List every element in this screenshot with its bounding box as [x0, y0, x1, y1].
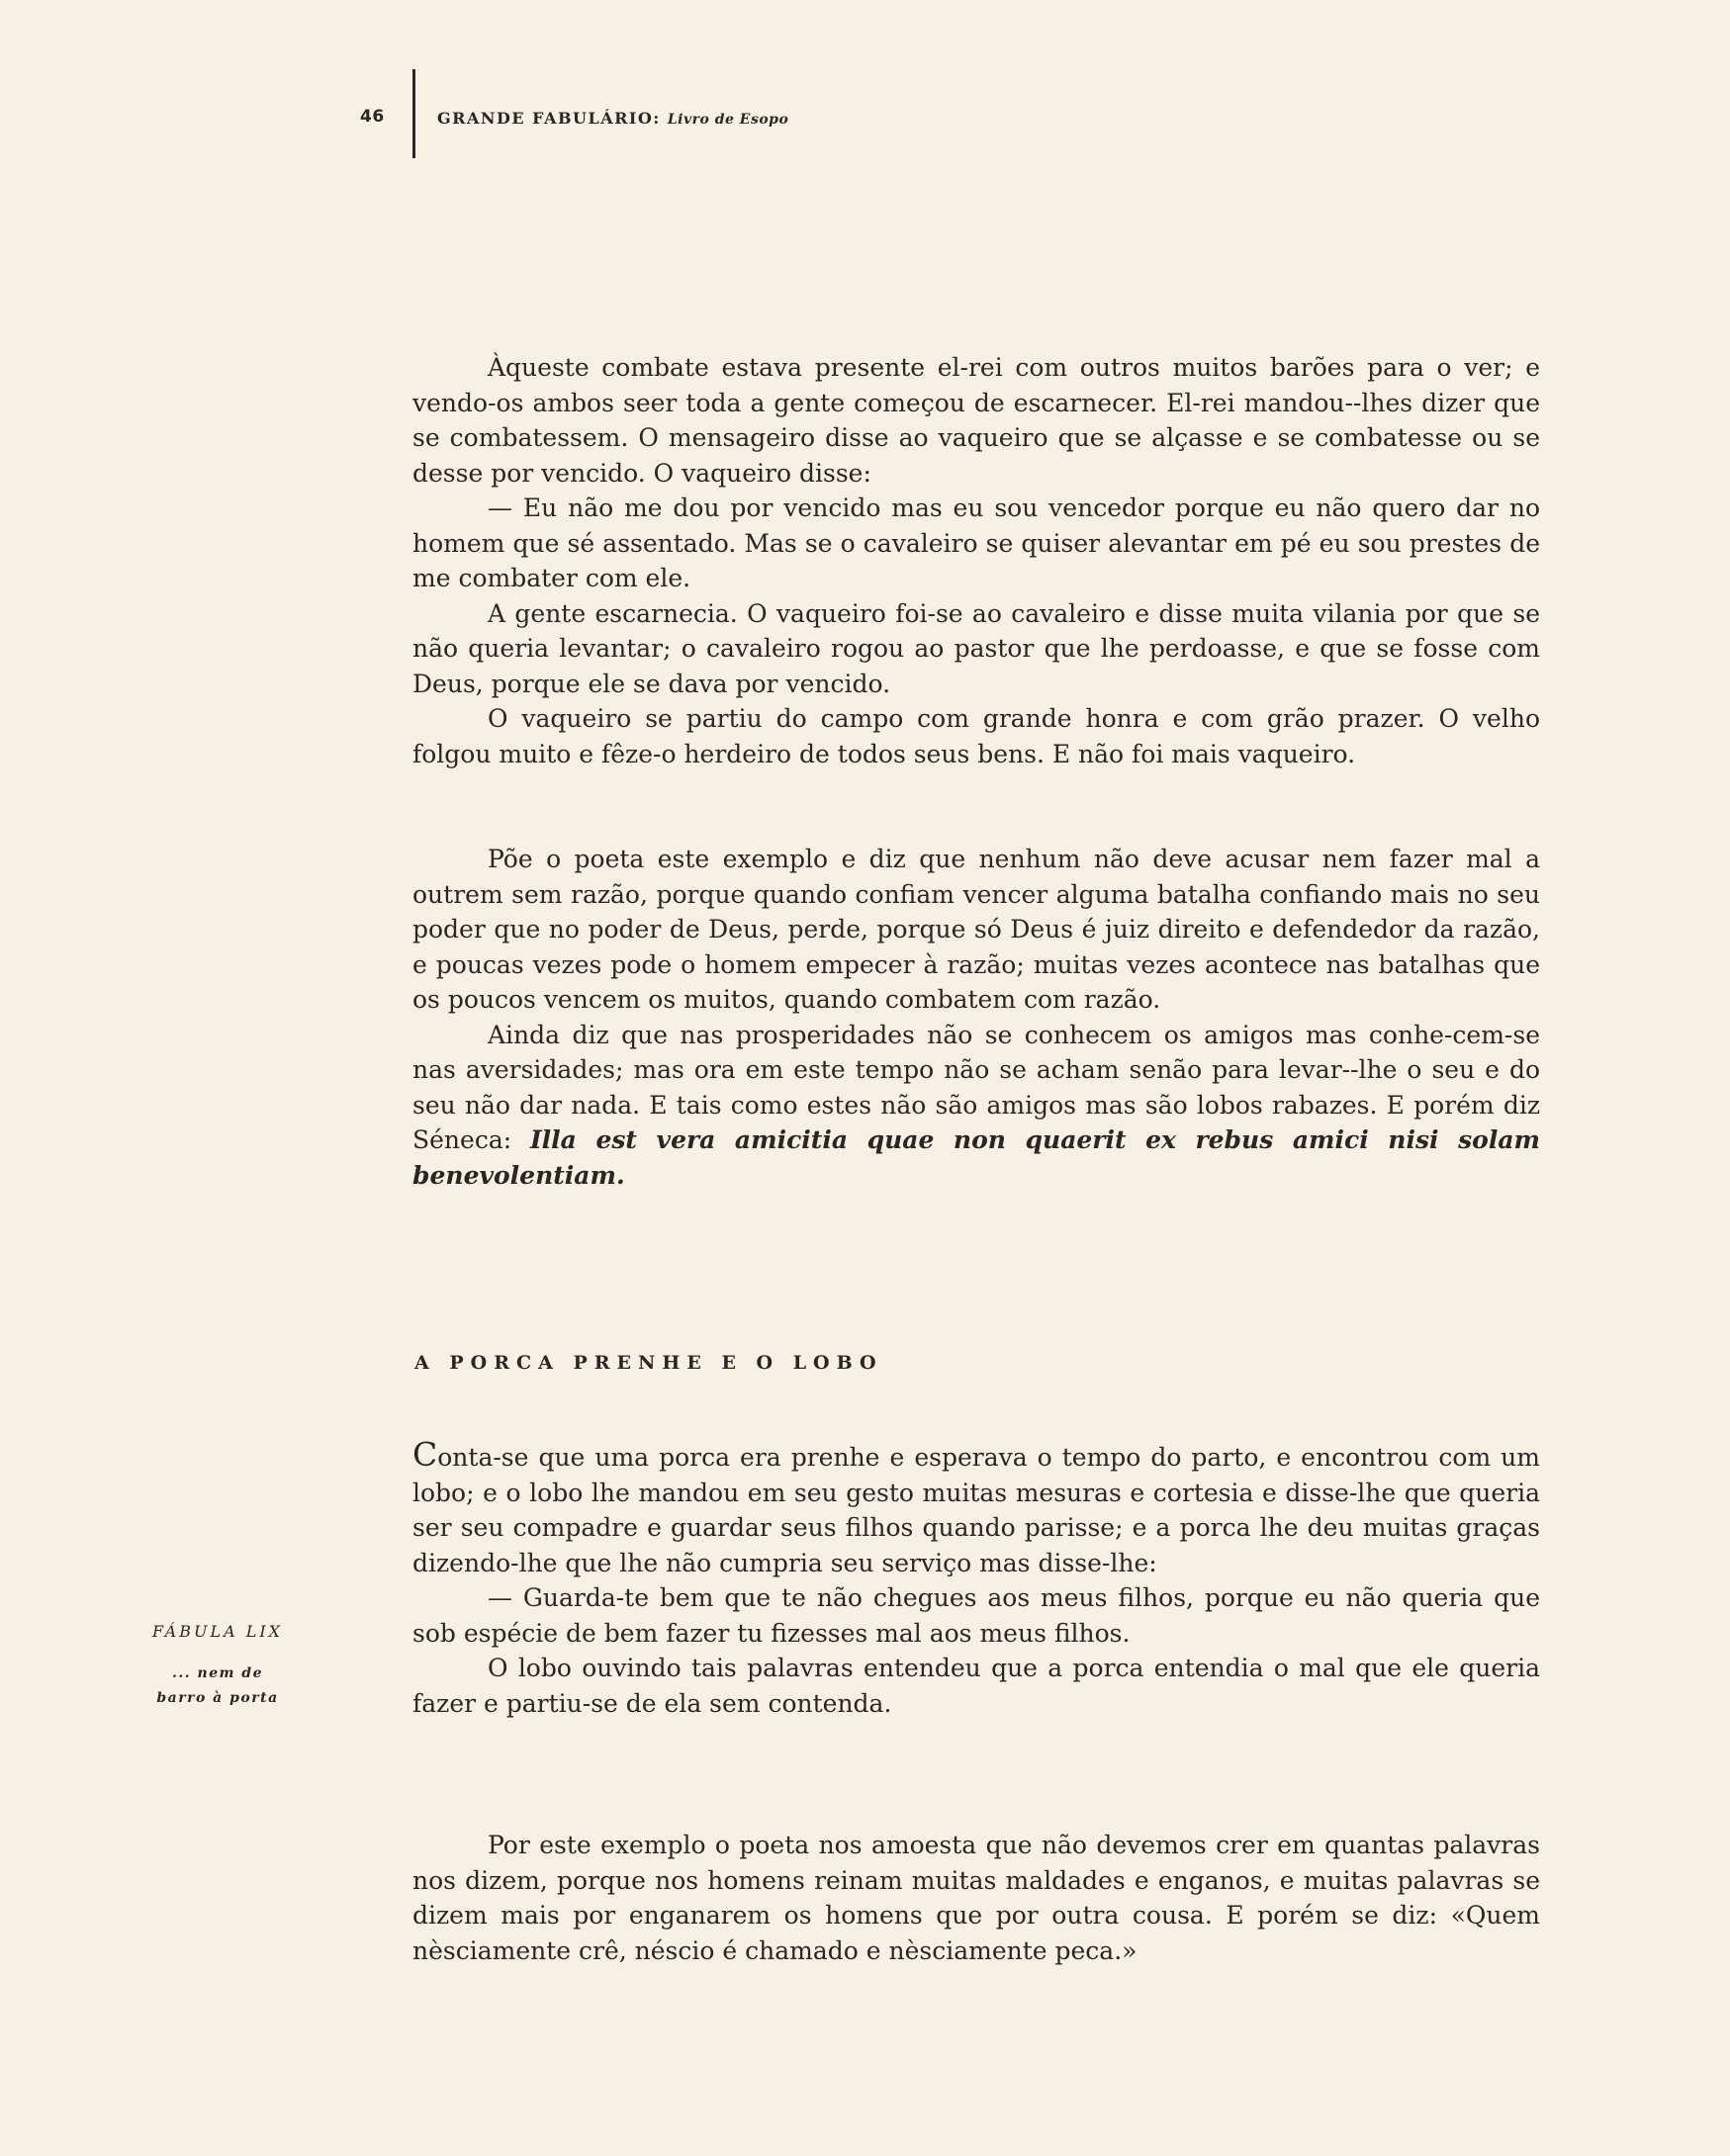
header-rule [412, 69, 415, 158]
paragraph: — Guarda-te bem que te não chegues aos meus filhos, porque eu não queria que sob espécie de bem fazer tu fizesses mal aos meus filhos. [412, 1583, 1540, 1648]
paragraph: Põe o poeta este exemplo e diz que nenhum não deve acusar nem fazer mal a outrem sem razão, porque quando confiam vencer alguma batalha confiando mais no seu poder que no poder de Deus, perde, porque só Deus é juiz direito e defendedor da razão, e poucas vezes pode o homem empecer à razão; muitas vezes acontece nas batalhas que os poucos vencem os muitos, quando combatem com razão. [412, 845, 1540, 1014]
page-number: 46 [360, 107, 385, 127]
margin-quote [115, 1662, 320, 1711]
moral-section [412, 842, 1540, 1193]
drop-letter: C [412, 1435, 438, 1474]
story-conclusion [412, 350, 1540, 771]
opening-paragraph [412, 1437, 1540, 1580]
paragraph-text: Ainda diz que nas prosperidades não se conhecem os amigos mas conhe-cem-se nas aversidades; mas ora em este tempo não se acham senão para levar--lhe o seu e do seu não dar nada. E tais como estes não são amigos mas são lobos rabazes. E porém diz Séneca: [412, 1020, 1540, 1154]
fable-title: A PORCA PRENHE E O LOBO [414, 1351, 883, 1374]
paragraph: O lobo ouvindo tais palavras entendeu que a porca entendia o mal que ele queria fazer e partiu-se de ela sem contenda. [412, 1654, 1540, 1718]
margin-quote-line: barro à porta [156, 1690, 279, 1706]
book-title: GRANDE FABULÁRIO [437, 109, 654, 128]
title-separator: : [653, 109, 661, 128]
paragraph: — Eu não me dou por vencido mas eu sou vencedor porque eu não quero dar no homem que sé assentado. Mas se o cavaleiro se quiser alevantar em pé eu sou prestes de me combater com ele. [412, 494, 1540, 592]
paragraph: A gente escarnecia. O vaqueiro foi-se ao cavaleiro e disse muita vilania por que se não queria levantar; o cavaleiro rogou ao pastor que lhe perdoasse, e que se fosse com Deus, porque ele se dava por vencido. [412, 598, 1540, 698]
margin-quote-line: ... nem de [172, 1665, 263, 1681]
paragraph: Por este exemplo o poeta nos amoesta que não devemos crer em quantas palavras nos dizem, porque nos homens reinam muitas maldades e enganos, e muitas palavras se dizem mais por enganarem os homens que por outra cousa. E porém se diz: «Quem nèsciamente crê, néscio é chamado e nèsciamente peca.» [412, 1831, 1540, 1965]
paragraph: Àqueste combate estava presente el-rei com outros muitos barões para o ver; e vendo-os ambos seer toda a gente começou de escarnecer. El-rei mandou--lhes dizer que se combatessem. O mensageiro disse ao vaqueiro que se alçasse e se combatesse ou se desse por vencido. O vaqueiro disse: [412, 353, 1540, 488]
running-title [437, 109, 788, 128]
paragraph-with-quote [412, 1018, 1540, 1194]
paragraph: O vaqueiro se partiu do campo com grande honra e com grão prazer. O velho folgou muito e fêze-o herdeiro de todos seus bens. E não foi mais vaqueiro. [412, 704, 1540, 768]
latin-quote: Illa est vera amicitia quae non quaerit ex rebus amici nisi solam benevolentiam. [412, 1125, 1541, 1190]
book-subtitle: Livro de Esopo [667, 112, 789, 128]
margin-fable-label: FÁBULA LIX [151, 1622, 284, 1641]
fable-moral [412, 1828, 1540, 1968]
paragraph-text: onta-se que uma porca era prenhe e esperava o tempo do parto, e encontrou com um lobo; e o lobo lhe mandou em seu gesto muitas mesuras e cortesia e disse-lhe que queria ser seu compadre e guardar seus filhos quando parisse; e a porca lhe deu muitas graças dizendo-lhe que lhe não cumpria seu serviço mas disse-lhe: [412, 1443, 1540, 1577]
fable-text [412, 1437, 1540, 1721]
